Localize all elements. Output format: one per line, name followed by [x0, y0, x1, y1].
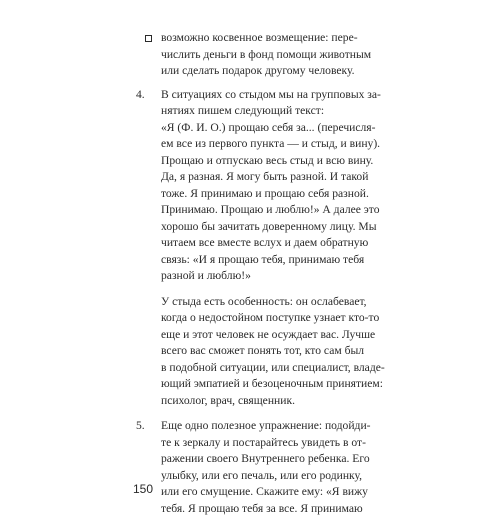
- item-4-line: хорошо бы зачитать доверенному лицу. Мы: [161, 219, 377, 236]
- note-line: когда о недостойном поступке узнает кто-то: [161, 310, 379, 327]
- note-line: в подобной ситуации, или специалист, владе-: [161, 360, 385, 377]
- checkbox-bullet-icon: [145, 35, 152, 42]
- item-4-line: ем все из первого пункта — и стыд, и вину).: [161, 136, 380, 153]
- item-5-line: Еще одно полезное упражнение: подойди-: [161, 418, 371, 435]
- bullet-line: или сделать подарок другому человеку.: [161, 63, 355, 80]
- note-line: психолог, врач, священник.: [161, 393, 295, 410]
- note-line: ющий эмпатией и безоценочным принятием:: [161, 376, 383, 393]
- page-number: 150: [133, 482, 153, 496]
- item-4-line: «Я (Ф. И. О.) прощаю себя за... (перечисля-: [161, 120, 376, 137]
- item-5-line: те к зеркалу и постарайтесь увидеть в от-: [161, 435, 366, 452]
- note-line: еще и этот человек не осуждает вас. Лучше: [161, 327, 375, 344]
- item-5-number: 5.: [136, 418, 145, 435]
- item-4-line: разной и люблю!»: [161, 268, 251, 285]
- item-5-line: тебя. Я прощаю тебя за все. Я принимаю: [161, 501, 363, 517]
- item-4-line: Принимаю. Прощаю и люблю!» А далее это: [161, 202, 380, 219]
- item-4-line: тоже. Я принимаю и прощаю себя разной.: [161, 186, 369, 203]
- item-4-line: читаем все вместе вслух и даем обратную: [161, 235, 368, 252]
- item-5-line: или его смущение. Скажите ему: «Я вижу: [161, 484, 368, 501]
- note-line: всего вас сможет понять тот, кто сам был: [161, 343, 364, 360]
- item-4-line: Прощаю и отпускаю весь стыд и всю вину.: [161, 153, 373, 170]
- item-4-line: В ситуациях со стыдом мы на групповых за-: [161, 87, 381, 104]
- bullet-line: возможно косвенное возмещение: пере-: [161, 30, 358, 47]
- note-line: У стыда есть особенность: он ослабевает,: [161, 294, 367, 311]
- item-4-line: Да, я разная. Я могу быть разной. И такой: [161, 169, 368, 186]
- item-4-number: 4.: [136, 87, 145, 104]
- item-4-line: связь: «И я прощаю тебя, принимаю тебя: [161, 252, 364, 269]
- item-5-line: ражении своего Внутреннего ребенка. Его: [161, 451, 370, 468]
- item-5-line: улыбку, или его печаль, или его родинку,: [161, 468, 362, 485]
- item-4-line: нятиях пишем следующий текст:: [161, 103, 324, 120]
- bullet-line: числить деньги в фонд помощи животным: [161, 47, 371, 64]
